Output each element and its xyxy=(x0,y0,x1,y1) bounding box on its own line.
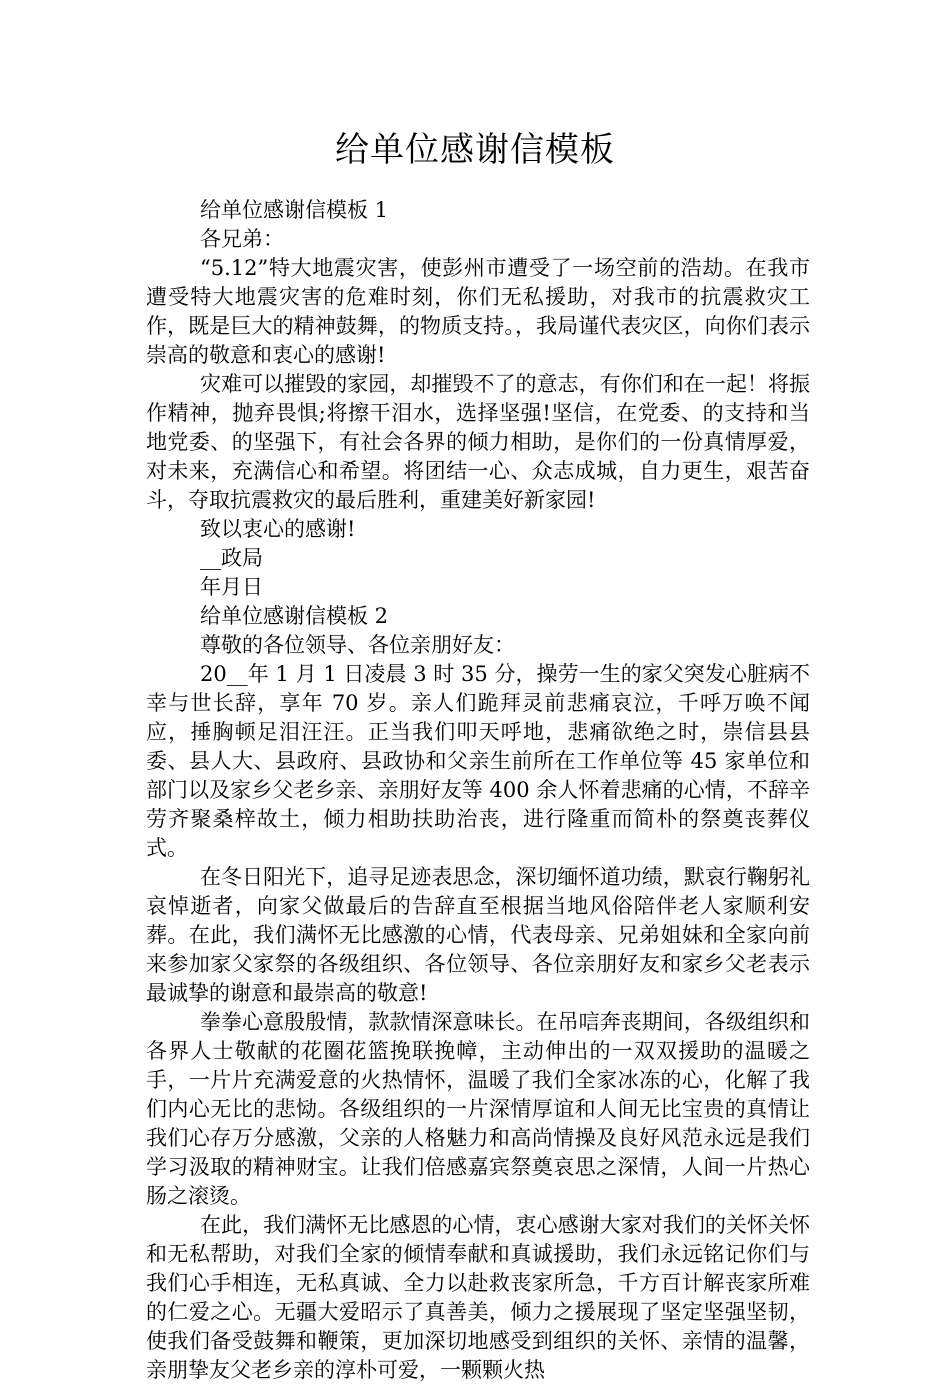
date-line: 年月日 xyxy=(200,575,263,599)
body-paragraph: 在冬日阳光下，追寻足迹表思念，深切缅怀道功绩，默哀行鞠躬礼哀悼逝者，向家父做最后的告辞直至根据当地风俗陪伴老人家顺利安葬。在此，我们满怀无比感激的心情，代表母亲、兄弟姐妹和全家向前来参加家父家祭的各级组织、各位领导、各位亲朋好友和家乡父老表示最诚挚的谢意和最崇高的敬意! xyxy=(146,865,810,1005)
body-paragraph: 灾难可以摧毁的家园，却摧毁不了的意志，有你们和在一起！将振作精神，抛弃畏惧;将擦干泪水，选择坚强!坚信，在党委、的支持和当地党委、的坚强下，有社会各界的倾力相助，是你们的一份真情厚爱，对未来，充满信心和希望。将团结一心、众志成城，自力更生，艰苦奋斗，夺取抗震救灾的最后胜利，重建美好新家园! xyxy=(146,372,810,512)
body-paragraph: “5.12”特大地震灾害，使彭州市遭受了一场空前的浩劫。在我市遭受特大地震灾害的危难时刻，你们无私援助，对我市的抗震救灾工作，既是巨大的精神鼓舞，的物质支持。，我局谨代表灾区，向你们表示崇高的敬意和衷心的感谢! xyxy=(146,256,810,367)
document-title: 给单位感谢信模板 xyxy=(335,130,615,170)
document-body xyxy=(146,196,810,1385)
body-paragraph: 20__年 1 月 1 日凌晨 3 时 35 分，操劳一生的家父突发心脏病不幸与世长辞，享年 70 岁。亲人们跪拜灵前悲痛哀泣，千呼万唤不闻应，捶胸顿足泪汪汪。正当我们叩天呼地，悲痛欲绝之时，崇信县县委、县人大、县政府、县政协和父亲生前所在工作单位等 45 家单位和部门以及家乡父老乡亲、亲朋好友等 400 余人怀着悲痛的心情，不辞辛劳齐聚桑梓故土，倾力相助扶助治丧，进行隆重而简朴的祭奠丧葬仪式。 xyxy=(146,662,810,860)
signature-line: __政局 xyxy=(200,546,263,570)
section-heading-1: 给单位感谢信模板 1 xyxy=(200,198,389,222)
salutation-2: 尊敬的各位领导、各位亲朋好友： xyxy=(200,633,515,657)
salutation-1: 各兄弟： xyxy=(200,227,284,251)
body-paragraph: 拳拳心意殷殷情，款款情深意味长。在吊唁奔丧期间，各级组织和各界人士敬献的花圈花篮挽联挽幛，主动伸出的一双双援助的温暖之手，一片片充满爱意的火热情怀，温暖了我们全家冰冻的心，化解了我们内心无比的悲恸。各级组织的一片深情厚谊和人间无比宝贵的真情让我们心存万分感激，父亲的人格魅力和高尚情操及良好风范永远是我们学习汲取的精神财宝。让我们倍感嘉宾祭奠哀思之深情，人间一片热心肠之滚烫。 xyxy=(146,1010,810,1208)
body-paragraph: 在此，我们满怀无比感恩的心情，衷心感谢大家对我们的关怀关怀和无私帮助，对我们全家的倾情奉献和真诚援助，我们永远铭记你们与我们心手相连，无私真诚、全力以赴救丧家所急，千方百计解丧家所难的仁爱之心。无疆大爱昭示了真善美，倾力之援展现了坚定坚强坚韧，使我们备受鼓舞和鞭策，更加深切地感受到组织的关怀、亲情的温馨，亲朋挚友父老乡亲的淳朴可爱，一颗颗火热 xyxy=(146,1213,810,1382)
section-heading-2: 给单位感谢信模板 2 xyxy=(200,604,389,628)
closing-line: 致以衷心的感谢! xyxy=(200,517,356,541)
